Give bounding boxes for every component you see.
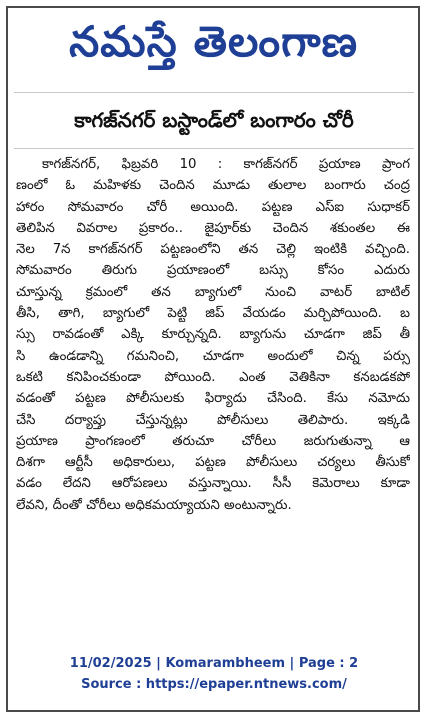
source-info: Source : https://epaper.ntnews.com/ xyxy=(81,677,347,692)
masthead-title: నమస్తే తెలంగాణ xyxy=(69,17,359,66)
article-line: స్సు రావడంతో ఎక్కి కూర్చున్నది. బ్యాగును చూడగా జిప్ తీ xyxy=(16,327,410,343)
article-line: లేవని, దీంతో చోరీలు అధికమయ్యాయని అంటున్నారు. xyxy=(16,497,292,513)
headline-divider xyxy=(14,148,414,149)
article-line: కాగజ్‌నగర్, ఫిబ్రవరి 10 : కాగజ్‌నగర్ ప్రయాణ ప్రాంగ xyxy=(42,157,410,172)
article-line: ణంలో ఓ మహిళకు చెందిన మూడు తులాల బంగారు చంద్ర xyxy=(16,178,410,194)
article-line: దిశగా ఆర్టీసీ అధికారులు, పట్టణ పోలీసులు చర్యలు తీసుకో xyxy=(16,455,410,471)
article-line: వడం లేదని ఆరోపణలు వస్తున్నాయి. సీసీ కెమెరాలు కూడా xyxy=(16,476,410,492)
article-line: సి ఉండడాన్ని గమనించి, చూడగా అందులో చిన్న పర్సు xyxy=(16,348,410,364)
article-line: సోమవారం తిరుగు ప్రయాణంలో బస్సు కోసం ఎదురు xyxy=(16,263,410,279)
article-line: ఒకటి కనిపించకుండా పోయింది. ఎంత వెతికినా కనబడకపో xyxy=(16,369,410,385)
edition-info: 11/02/2025 | Komarambheem | Page : 2 xyxy=(69,656,359,671)
article-line: వడంతో పట్టణ పోలీసులకు ఫిర్యాదు చేసింది. కేసు నమోదు xyxy=(16,391,410,407)
article-line: నెల 7న కాగజ్‌నగర్ పట్టణంలోని తన చెల్లి ఇంటికి వచ్చింది. xyxy=(16,242,410,258)
article-line: చూస్తున్న క్రమంలో తన బ్యాగులో నుంచి వాటర్ బాటిల్ xyxy=(16,284,410,300)
newspaper-masthead xyxy=(14,10,414,84)
article-line: ప్రయాణ ప్రాంగణంలో తరుచూ చోరీలు జరుగుతున్నా ఆ xyxy=(16,433,410,449)
article-line: చేసి దర్యాప్తు చేస్తున్నట్లు పోలీసులు తెలిపారు. ఇక్కడి xyxy=(16,412,410,428)
article-headline: కాగజ్‌నగర్ బస్టాండ్‌లో బంగారం చోరీ xyxy=(74,107,354,132)
masthead-divider xyxy=(14,92,414,93)
article-line: తెలిపిన వివరాల ప్రకారం.. జైపూర్‌కు చెందిన శకుంతల ఈ xyxy=(16,220,410,236)
article-line: తీసి, తాగి, బ్యాగులో పెట్టి జిప్ వేయడం మర్చిపోయింది. బ xyxy=(16,306,410,322)
article-body xyxy=(16,154,410,516)
article-line: హారం సోమవారం చోరీ అయింది. పట్టణ ఎస్‌ఐ సుధాకర్ xyxy=(16,199,410,215)
